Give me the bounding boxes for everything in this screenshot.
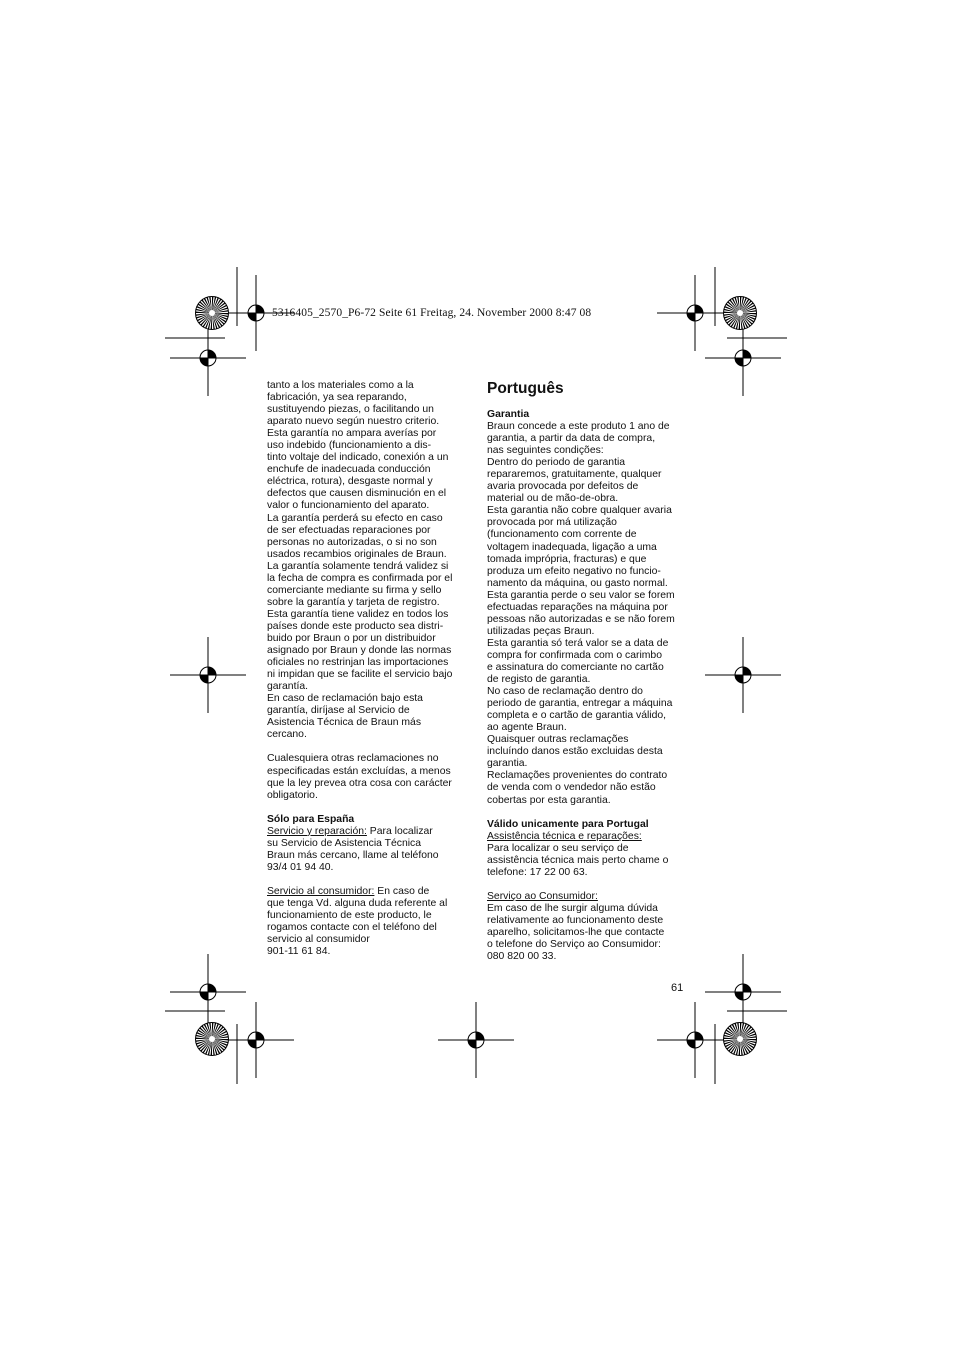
- registration-target-icon: [705, 637, 781, 713]
- language-title: Português: [487, 380, 564, 397]
- text-line: personas no autorizadas, o si no son: [267, 536, 437, 548]
- text-line: ao agente Braun.: [487, 722, 567, 734]
- text-line: asignado por Braun y donde las normas: [267, 645, 452, 657]
- starburst-icon: [196, 1023, 229, 1056]
- text-line: [487, 879, 689, 891]
- text-line: La garantía perderá su efecto en caso: [267, 512, 443, 524]
- spain-service-text: [267, 838, 467, 886]
- text-line: cobertas por esta garantia.: [487, 794, 611, 806]
- text-line: fabricación, ya sea reparando,: [267, 392, 407, 404]
- starburst-icon: [724, 1023, 757, 1056]
- text-line: Esta garantía no ampara averías por: [267, 428, 437, 440]
- text-line: 93/4 01 94 40.: [267, 861, 334, 873]
- text-line: usados recambios originales de Braun.: [267, 548, 447, 560]
- portugal-consumer-text: [487, 903, 689, 963]
- text-line: telefone: 17 22 00 63.: [487, 866, 588, 878]
- text-line: Em caso de lhe surgir alguma dúvida: [487, 902, 658, 914]
- text-line: [267, 802, 467, 814]
- text-line: Braun más cercano, llame al teléfono: [267, 849, 439, 861]
- spanish-warranty-text: [267, 380, 467, 814]
- text-line: voltagem inadequada, ligação a uma: [487, 541, 657, 553]
- spain-heading: Sólo para España: [267, 813, 355, 825]
- text-line: nas seguintes condições:: [487, 445, 604, 457]
- text-line: especificadas están excluídas, a menos: [267, 765, 451, 777]
- text-line: garantía.: [267, 681, 309, 693]
- text-line: utilizadas peças Braun.: [487, 625, 595, 637]
- registration-target-icon: [438, 1002, 514, 1078]
- text-line: que tenga Vd. alguna duda referente al: [267, 898, 448, 910]
- text-line: Reclamações provenientes do contrato: [487, 770, 668, 782]
- page-number: 61: [671, 982, 684, 994]
- text-line: que la ley prevea otra cosa con carácter: [267, 777, 452, 789]
- text-line: países donde este producto sea distri-: [267, 620, 444, 632]
- text-line: Esta garantia perde o seu valor se forem: [487, 589, 675, 601]
- text-line: assistência técnica mais perto chame o: [487, 854, 669, 866]
- portugal-assist-label: Assistência técnica e reparações:: [487, 830, 642, 842]
- spain-consumer-line: [267, 886, 467, 898]
- registration-target-icon: [657, 1002, 733, 1078]
- crop-lines: [165, 267, 787, 1084]
- portugal-assist-text: [487, 843, 689, 891]
- text-line: aparelho, solicitamos-lhe que contacte: [487, 927, 665, 939]
- text-line: material ou de mão-de-obra.: [487, 493, 619, 505]
- print-header: 5316405_2570_P6-72 Seite 61 Freitag, 24. November 2000 8:47 08: [272, 307, 592, 319]
- text-line: aparato nuevo según nuestro criterio.: [267, 416, 440, 428]
- portuguese-warranty-text: [487, 421, 689, 819]
- text-line: En caso de reclamación bajo esta: [267, 693, 423, 705]
- text-line: Para localizar o seu serviço de: [487, 842, 629, 854]
- text-line: [267, 874, 467, 886]
- spanish-warranty-column: [267, 380, 467, 958]
- text-line: [487, 807, 689, 819]
- text-line: valor o funcionamiento del aparato.: [267, 500, 430, 512]
- text-line: sustituyendo piezas, o facilitando un: [267, 404, 434, 416]
- starburst-icon: [724, 297, 757, 330]
- text-line: incluíndo danos estão excluidas desta: [487, 746, 663, 758]
- text-line: avaria provocada por defeitos de: [487, 481, 639, 493]
- text-line: Esta garantia só terá valor se a data de: [487, 637, 669, 649]
- text-line: Asistencia Técnica de Braun más: [267, 717, 422, 729]
- text-line: garantia, a partir da data de compra,: [487, 433, 656, 445]
- text-line: obligatorio.: [267, 789, 318, 801]
- portugal-heading: Válido unicamente para Portugal: [487, 818, 649, 830]
- registration-target-icon: [170, 954, 246, 1030]
- spain-service-label: Servicio y reparación:: [267, 825, 367, 837]
- text-line: produza um efeito negativo no funcio-: [487, 565, 661, 577]
- text-line: (funcionamento com corrente de: [487, 529, 637, 541]
- registration-target-icon: [705, 320, 781, 396]
- text-line: relativamente ao funcionamento deste: [487, 914, 664, 926]
- text-line: efectuadas reparações na máquina por: [487, 601, 668, 613]
- text-line: garantia.: [487, 758, 528, 770]
- text-line: de venda com o vendedor não estão: [487, 782, 656, 794]
- text-line: oficiales no restrinjan las importaciones: [267, 657, 449, 669]
- text-line: No caso de reclamação dentro do: [487, 686, 643, 698]
- spain-service-line: [267, 826, 467, 838]
- spain-consumer-first-line: En caso de: [374, 885, 430, 897]
- text-line: defectos que causen disminución en el: [267, 488, 447, 500]
- text-line: e assinatura do comerciante no cartão: [487, 661, 664, 673]
- text-line: Braun concede a este produto 1 ano de: [487, 421, 670, 433]
- spain-consumer-text: [267, 898, 467, 958]
- spain-service-first-line: Para localizar: [366, 825, 433, 837]
- text-line: Dentro do periodo de garantia: [487, 457, 626, 469]
- text-line: Esta garantía tiene validez en todos los: [267, 608, 449, 620]
- text-line: tanto a los materiales como a la: [267, 380, 414, 391]
- text-line: pessoas não autorizadas e se não forem: [487, 613, 675, 625]
- text-line: ni impidan que se facilite el servicio bajo: [267, 669, 453, 681]
- registration-target-icon: [705, 954, 781, 1030]
- text-line: cercano.: [267, 729, 307, 741]
- text-line: [267, 741, 467, 753]
- text-line: la fecha de compra es confirmada por el: [267, 572, 453, 584]
- text-line: su Servicio de Asistencia Técnica: [267, 837, 422, 849]
- text-line: comerciante mediante su firma y sello: [267, 584, 442, 596]
- text-line: funcionamiento de este producto, le: [267, 910, 432, 922]
- text-line: enchufe de inadecuada conducción: [267, 464, 431, 476]
- text-line: tomada imprópria, fracturas) e que: [487, 553, 647, 565]
- text-line: eléctrica, rotura), desgaste normal y: [267, 476, 433, 488]
- text-line: 080 820 00 33.: [487, 951, 557, 963]
- text-line: o telefone do Serviço ao Consumidor:: [487, 939, 661, 951]
- text-line: 901-11 61 84.: [267, 946, 331, 958]
- portuguese-warranty-column: [487, 380, 689, 963]
- text-line: Cualesquiera otras reclamaciones no: [267, 753, 439, 765]
- text-line: garantía, diríjase al Servicio de: [267, 705, 410, 717]
- text-line: servicio al consumidor: [267, 934, 370, 946]
- text-line: uso indebido (funcionamiento a dis-: [267, 440, 432, 452]
- text-line: tinto voltaje del indicado, conexión a un: [267, 452, 449, 464]
- text-line: repararemos, gratuitamente, qualquer: [487, 469, 662, 481]
- text-line: buido por Braun o por un distribuidor: [267, 632, 436, 644]
- text-line: periodo de garantia, entregar a máquina: [487, 698, 673, 710]
- text-line: namento da máquina, ou gasto normal.: [487, 577, 668, 589]
- registration-target-icon: [218, 1002, 294, 1078]
- portugal-consumer-label: Serviço ao Consumidor:: [487, 890, 598, 902]
- text-line: provocada por má utilização: [487, 517, 617, 529]
- registration-target-icon: [170, 637, 246, 713]
- starburst-icon: [196, 297, 229, 330]
- text-line: Esta garantia não cobre qualquer avaria: [487, 505, 672, 517]
- text-line: rogamos contacte con el teléfono del: [267, 922, 437, 934]
- text-line: de ser efectuadas reparaciones por: [267, 524, 431, 536]
- text-line: Quaisquer outras reclamações: [487, 734, 629, 746]
- registration-target-icon: [657, 275, 733, 351]
- warranty-heading: Garantia: [487, 409, 530, 420]
- text-line: La garantía solamente tendrá validez si: [267, 560, 449, 572]
- registration-target-icon: [170, 320, 246, 396]
- text-line: sobre la garantía y tarjeta de registro.: [267, 596, 440, 608]
- spain-consumer-label: Servicio al consumidor:: [267, 885, 375, 897]
- text-line: completa e o cartão de garantia válido,: [487, 710, 667, 722]
- text-line: compra for confirmada com o carimbo: [487, 649, 662, 661]
- text-line: de registo de garantia.: [487, 674, 591, 686]
